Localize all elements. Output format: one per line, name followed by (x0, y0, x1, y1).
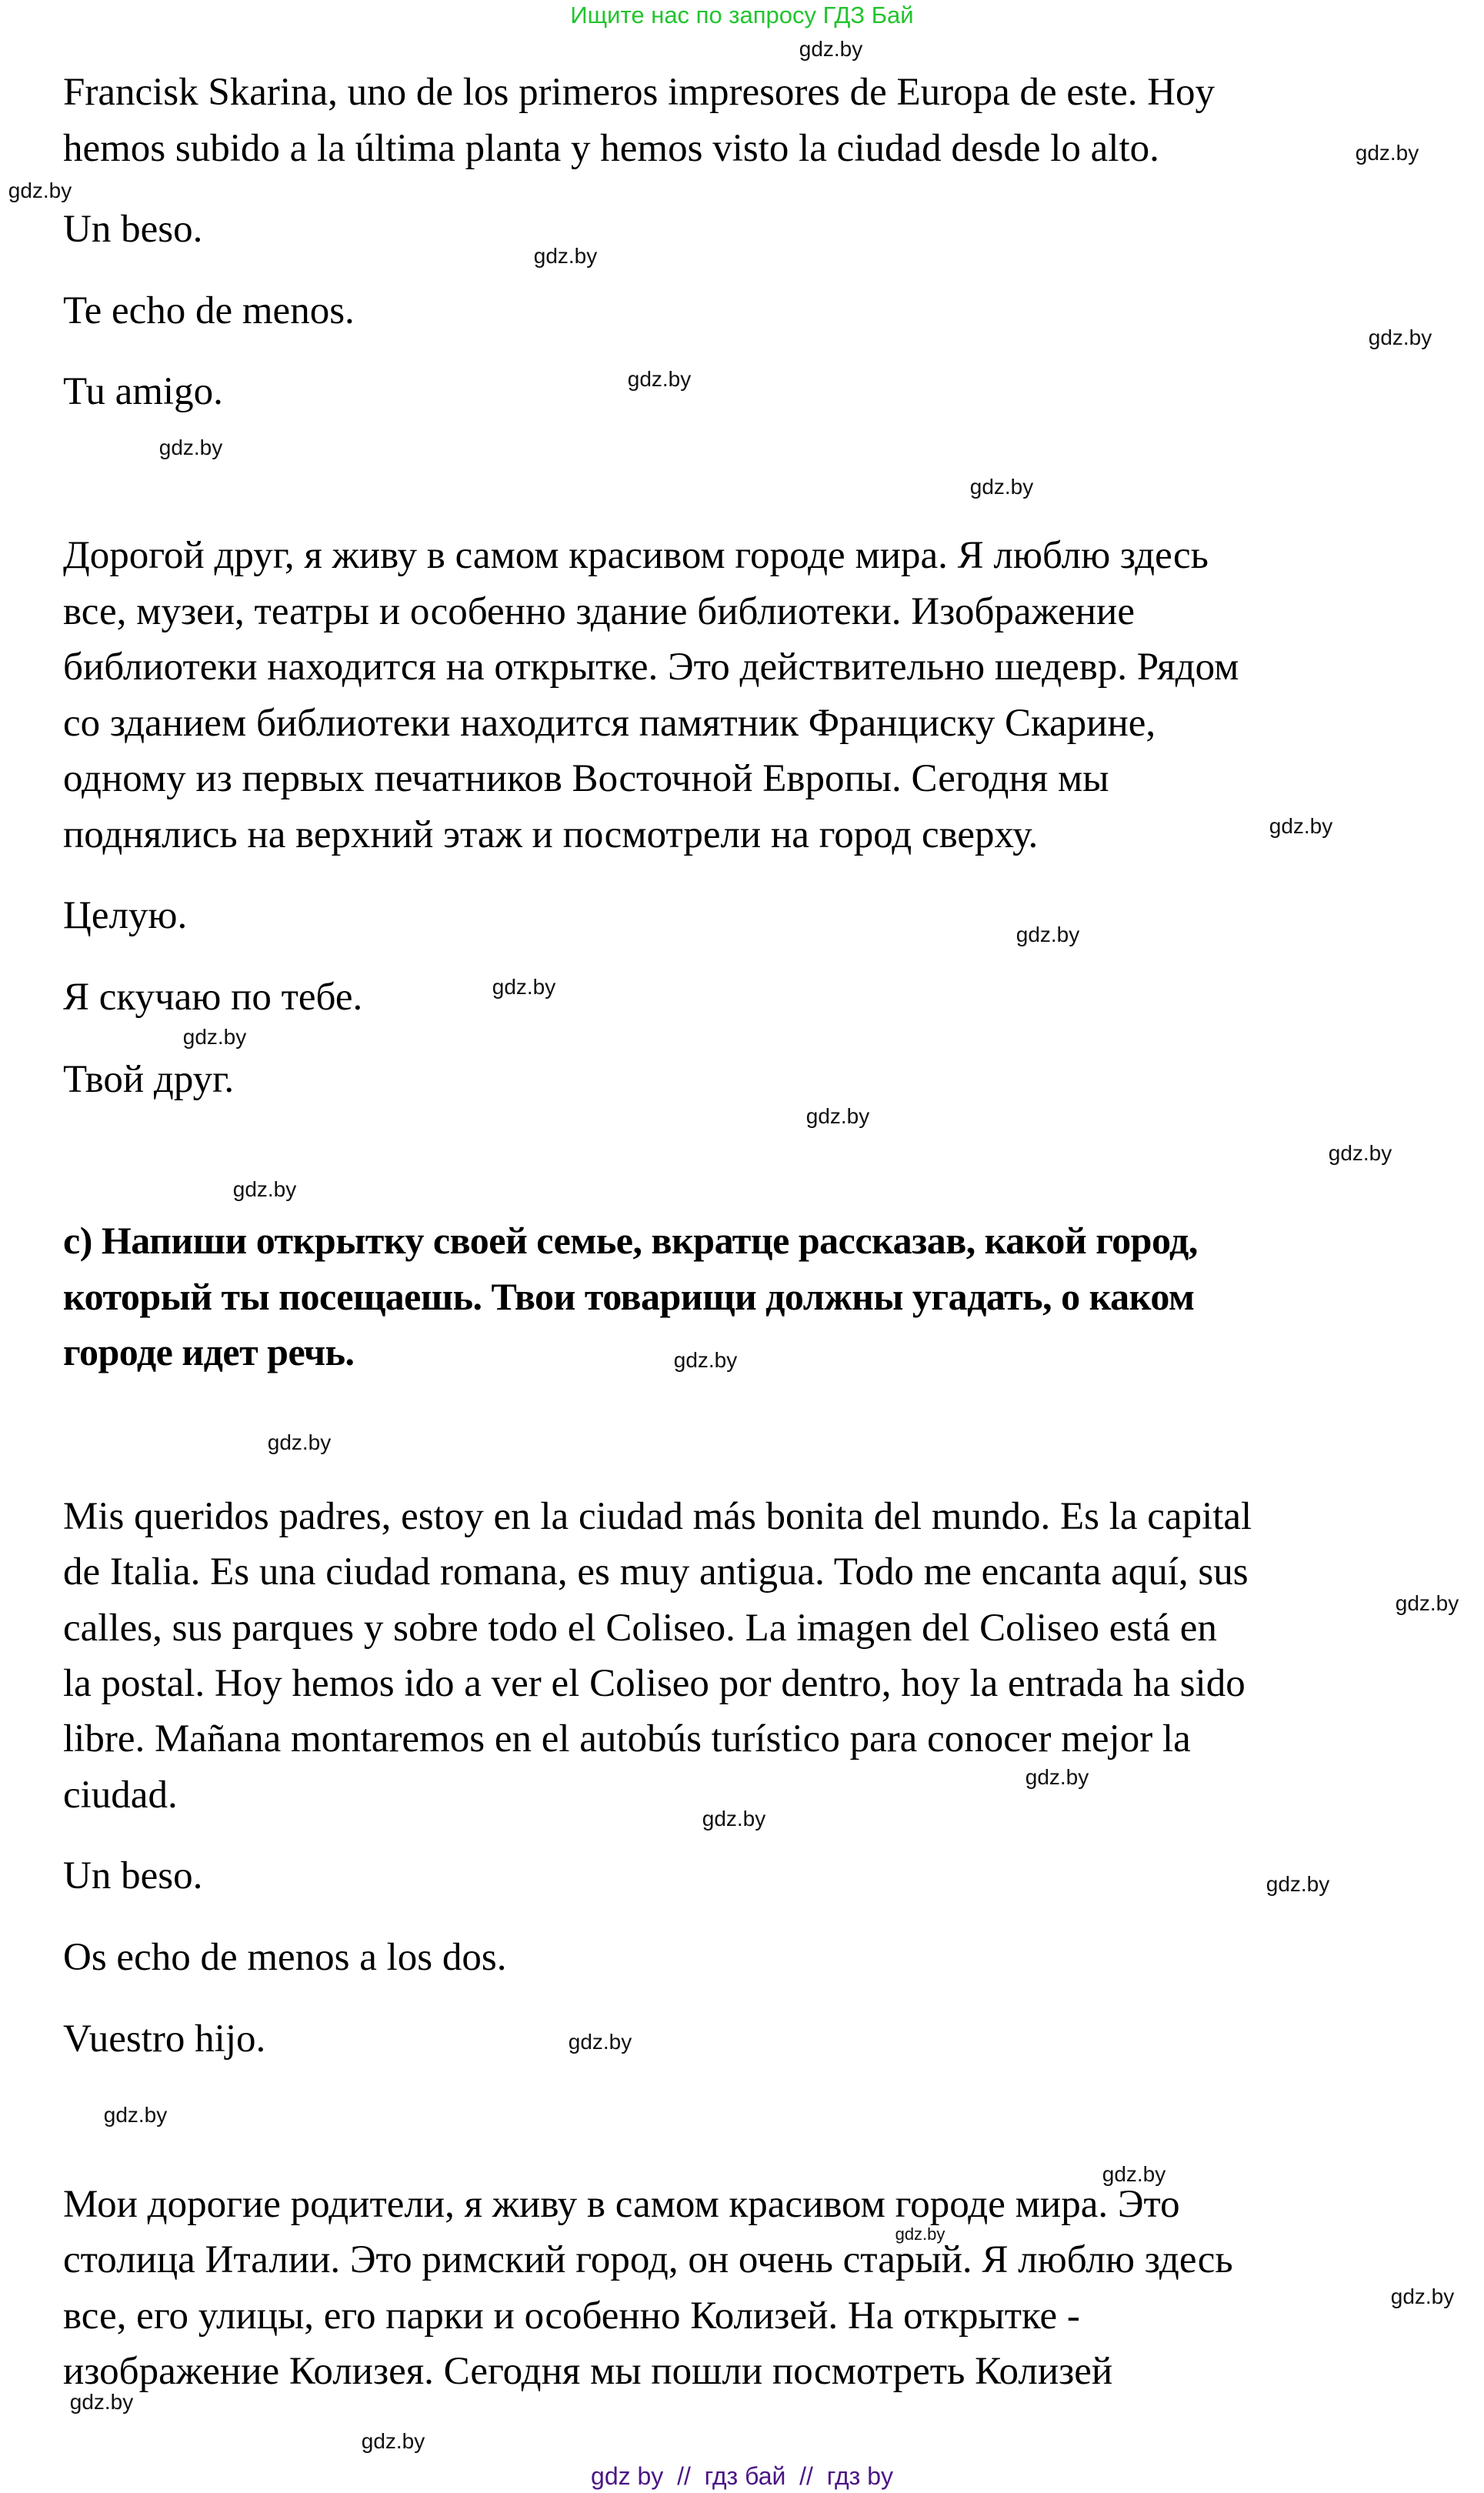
watermark: gdz.by (1390, 2284, 1455, 2308)
text-line: Francisk Skarina, uno de los primeros impresores de Europa de este. Hoy (63, 71, 1216, 114)
closing-line: Os echo de menos a los dos. (63, 1936, 507, 1979)
task-heading-line: который ты посещаешь. Твои товарищи должны угадать, о каком (63, 1275, 1195, 1318)
closing-line: Un beso. (63, 208, 203, 251)
closing-line: Te echo de menos. (63, 289, 355, 332)
text-line: изображение Колизея. Сегодня мы пошли посмотреть Колизей (63, 2350, 1113, 2393)
watermark: gdz.by (361, 2429, 425, 2453)
text-line: одному из первых печатников Восточной Европы. Сегодня мы (63, 757, 1109, 800)
watermark: gdz.by (182, 1025, 247, 1049)
closing-line: Я скучаю по тебе. (63, 976, 363, 1019)
text-line: все, музеи, театры и особенно здание библиотеки. Изображение (63, 590, 1135, 633)
footer-links: gdz by // гдз бай // гдз by (591, 2462, 893, 2490)
watermark: gdz.by (702, 1807, 766, 1831)
watermark: gdz.by (232, 1177, 297, 1201)
closing-line: Твой друг. (63, 1058, 235, 1101)
text-line: Mis queridos padres, estoy en la ciudad más bonita del mundo. Es la capital (63, 1495, 1252, 1538)
text-line: Мои дорогие родители, я живу в самом красивом городе мира. Это (63, 2183, 1180, 2226)
watermark: gdz.by (1395, 1591, 1459, 1615)
closing-line: Целую. (63, 894, 188, 937)
closing-line: Tu amigo. (63, 370, 223, 413)
watermark: gdz.by (1355, 141, 1419, 165)
text-line: Дорогой друг, я живу в самом красивом городе мира. Я люблю здесь (63, 534, 1209, 577)
watermark: gdz.by (895, 2224, 945, 2244)
text-line: ciudad. (63, 1774, 178, 1817)
watermark: gdz.by (1269, 814, 1333, 838)
text-line: со зданием библиотеки находится памятник Франциску Скарине, (63, 702, 1156, 745)
watermark: gdz.by (492, 975, 556, 999)
watermark: gdz.by (1015, 923, 1080, 946)
watermark: gdz.by (158, 436, 223, 459)
watermark: gdz.by (1368, 325, 1432, 349)
text-line: столица Италии. Это римский город, он очень старый. Я люблю здесь (63, 2238, 1233, 2281)
text-line: la postal. Hoy hemos ido a ver el Coliseo por dentro, hoy la entrada ha sido (63, 1662, 1246, 1705)
closing-line: Un beso. (63, 1854, 203, 1897)
task-heading-line: c) Напиши открытку своей семье, вкратце рассказав, какой город, (63, 1219, 1198, 1262)
watermark: gdz.by (69, 2390, 134, 2414)
watermark: gdz.by (267, 1430, 332, 1454)
watermark: gdz.by (568, 2030, 632, 2054)
watermark: gdz.by (1328, 1141, 1392, 1165)
text-line: все, его улицы, его парки и особенно Колизей. На открытке - (63, 2294, 1080, 2338)
watermark: gdz.by (1025, 1765, 1089, 1789)
text-line: calles, sus parques y sobre todo el Coliseo. La imagen del Coliseo está en (63, 1607, 1217, 1650)
text-line: библиотеки находится на открытке. Это действительно шедевр. Рядом (63, 646, 1239, 689)
watermark: gdz.by (533, 244, 598, 268)
text-line: hemos subido a la última planta y hemos visto la ciudad desde lo alto. (63, 127, 1159, 170)
text-line: de Italia. Es una ciudad romana, es muy antigua. Todo me encanta aquí, sus (63, 1550, 1249, 1594)
watermark: gdz.by (627, 367, 692, 391)
watermark: gdz.by (1102, 2162, 1166, 2186)
watermark: gdz.by (799, 37, 863, 61)
watermark: gdz.by (969, 475, 1034, 499)
watermark: gdz.by (8, 179, 72, 202)
text-line: libre. Mañana montaremos en el autobús turístico para conocer mejor la (63, 1717, 1191, 1760)
task-heading-line: городе идет речь. (63, 1330, 355, 1373)
watermark: gdz.by (805, 1104, 870, 1128)
watermark: gdz.by (1266, 1872, 1330, 1896)
text-line: поднялись на верхний этаж и посмотрели на город сверху. (63, 813, 1039, 856)
closing-line: Vuestro hijo. (63, 2017, 266, 2061)
watermark: gdz.by (673, 1348, 738, 1372)
search-hint-banner: Ищите нас по запросу ГДЗ Бай (570, 2, 914, 28)
watermark: gdz.by (103, 2103, 168, 2127)
